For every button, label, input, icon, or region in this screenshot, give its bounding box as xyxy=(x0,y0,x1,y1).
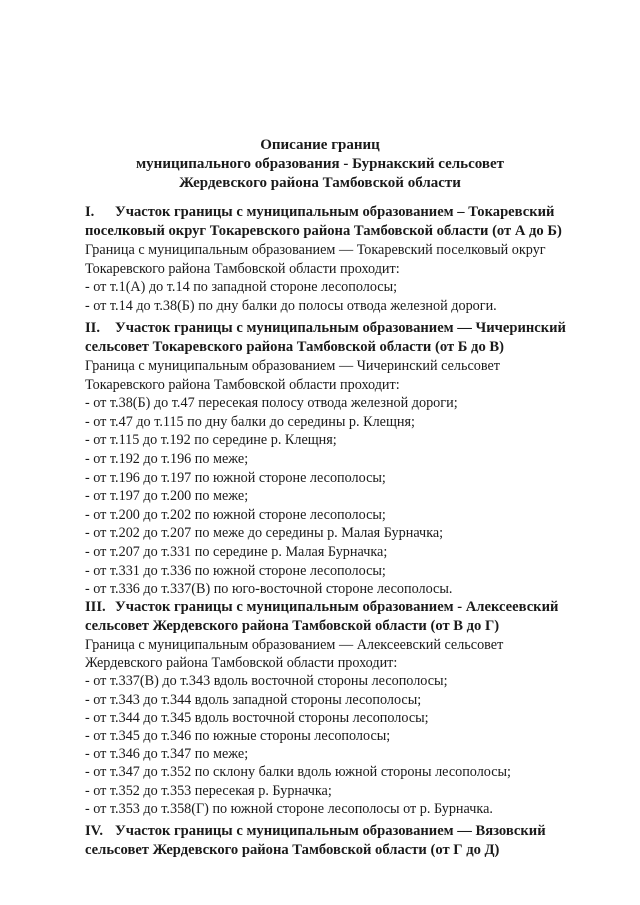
section-line: - от т.196 до т.197 по южной стороне лесополосы; xyxy=(85,469,386,486)
section-line: - от т.38(Б) до т.47 пересекая полосу отвода железной дороги; xyxy=(85,395,458,412)
section-heading xyxy=(85,319,625,338)
section-number: I. xyxy=(85,204,95,220)
section-line: - от т.337(В) до т.343 вдоль восточной стороны лесополосы; xyxy=(85,673,448,690)
section-line: - от т.345 до т.346 по южные стороны лесополосы; xyxy=(85,728,391,745)
section-heading-line-2: сельсовет Жердевского района Тамбовской области (от В до Г) xyxy=(85,618,500,634)
section-number: II. xyxy=(85,320,101,336)
section-line: - от т.352 до т.353 пересекая р. Бурначка; xyxy=(85,782,332,799)
section-heading xyxy=(85,203,625,222)
section-4 xyxy=(85,822,625,860)
section-line: - от т.197 до т.200 по меже; xyxy=(85,488,249,505)
section-heading-line-1: Участок границы с муниципальным образованием - Алексеевский xyxy=(115,599,559,615)
section-line: Токаревского района Тамбовской области проходит: xyxy=(85,260,400,277)
section-1 xyxy=(85,203,625,315)
section-heading-line-1: Участок границы с муниципальным образованием — Вязовский xyxy=(115,823,546,839)
section-heading-line-1: Участок границы с муниципальным образованием — Чичеринский xyxy=(115,320,566,336)
section-line: Граница с муниципальным образованием — Чичеринский сельсовет xyxy=(85,358,500,374)
section-heading-line-2: сельсовет Жердевского района Тамбовской области (от Г до Д) xyxy=(85,842,500,858)
section-line: - от т.344 до т.345 вдоль восточной стороны лесополосы; xyxy=(85,709,429,726)
section-line: Токаревского района Тамбовской области проходит: xyxy=(85,376,400,393)
section-line: Граница с муниципальным образованием — Токаревский поселковый округ xyxy=(85,242,546,258)
section-number: IV. xyxy=(85,823,103,839)
section-line: - от т.14 до т.38(Б) по дну балки до полосы отвода железной дороги. xyxy=(85,297,497,314)
section-line: - от т.47 до т.115 по дну балки до середины р. Клещня; xyxy=(85,413,415,430)
section-2 xyxy=(85,319,625,599)
section-line: - от т.331 до т.336 по южной стороне лесополосы; xyxy=(85,562,386,579)
title-line-3: Жердевского района Тамбовской области xyxy=(179,175,461,191)
section-line: - от т.1(А) до т.14 по западной стороне лесополосы; xyxy=(85,279,398,295)
document-title xyxy=(0,136,640,193)
section-line: - от т.207 до т.331 по середине р. Малая Бурначка; xyxy=(85,543,388,560)
section-line: - от т.192 до т.196 по меже; xyxy=(85,450,249,467)
title-line-1: Описание границ xyxy=(260,137,380,153)
section-line: - от т.336 до т.337(В) по юго-восточной стороне лесополосы. xyxy=(85,581,453,598)
section-line: - от т.343 до т.344 вдоль западной стороны лесополосы; xyxy=(85,691,422,708)
section-number: III. xyxy=(85,599,106,615)
section-heading xyxy=(85,822,625,841)
section-line: - от т.115 до т.192 по середине р. Клещня; xyxy=(85,432,337,449)
section-line: - от т.202 до т.207 по меже до середины р. Малая Бурначка; xyxy=(85,525,444,542)
section-line: Граница с муниципальным образованием — Алексеевский сельсовет xyxy=(85,637,504,653)
section-line: - от т.200 до т.202 по южной стороне лесополосы; xyxy=(85,506,386,523)
section-3 xyxy=(85,598,625,818)
section-heading-line-2: поселковый округ Токаревского района Тамбовской области (от А до Б) xyxy=(85,223,562,239)
section-heading-line-1: Участок границы с муниципальным образованием – Токаревский xyxy=(115,204,555,220)
section-line: Жердевского района Тамбовской области проходит: xyxy=(85,655,398,672)
title-line-2: муниципального образования - Бурнакский сельсовет xyxy=(135,156,505,172)
section-heading-line-2: сельсовет Токаревского района Тамбовской области (от Б до В) xyxy=(85,339,504,355)
section-line: - от т.346 до т.347 по меже; xyxy=(85,746,249,763)
section-heading xyxy=(85,598,625,617)
section-line: - от т.353 до т.358(Г) по южной стороне лесополосы от р. Бурначка. xyxy=(85,800,493,817)
section-line: - от т.347 до т.352 по склону балки вдоль южной стороны лесополосы; xyxy=(85,764,512,781)
